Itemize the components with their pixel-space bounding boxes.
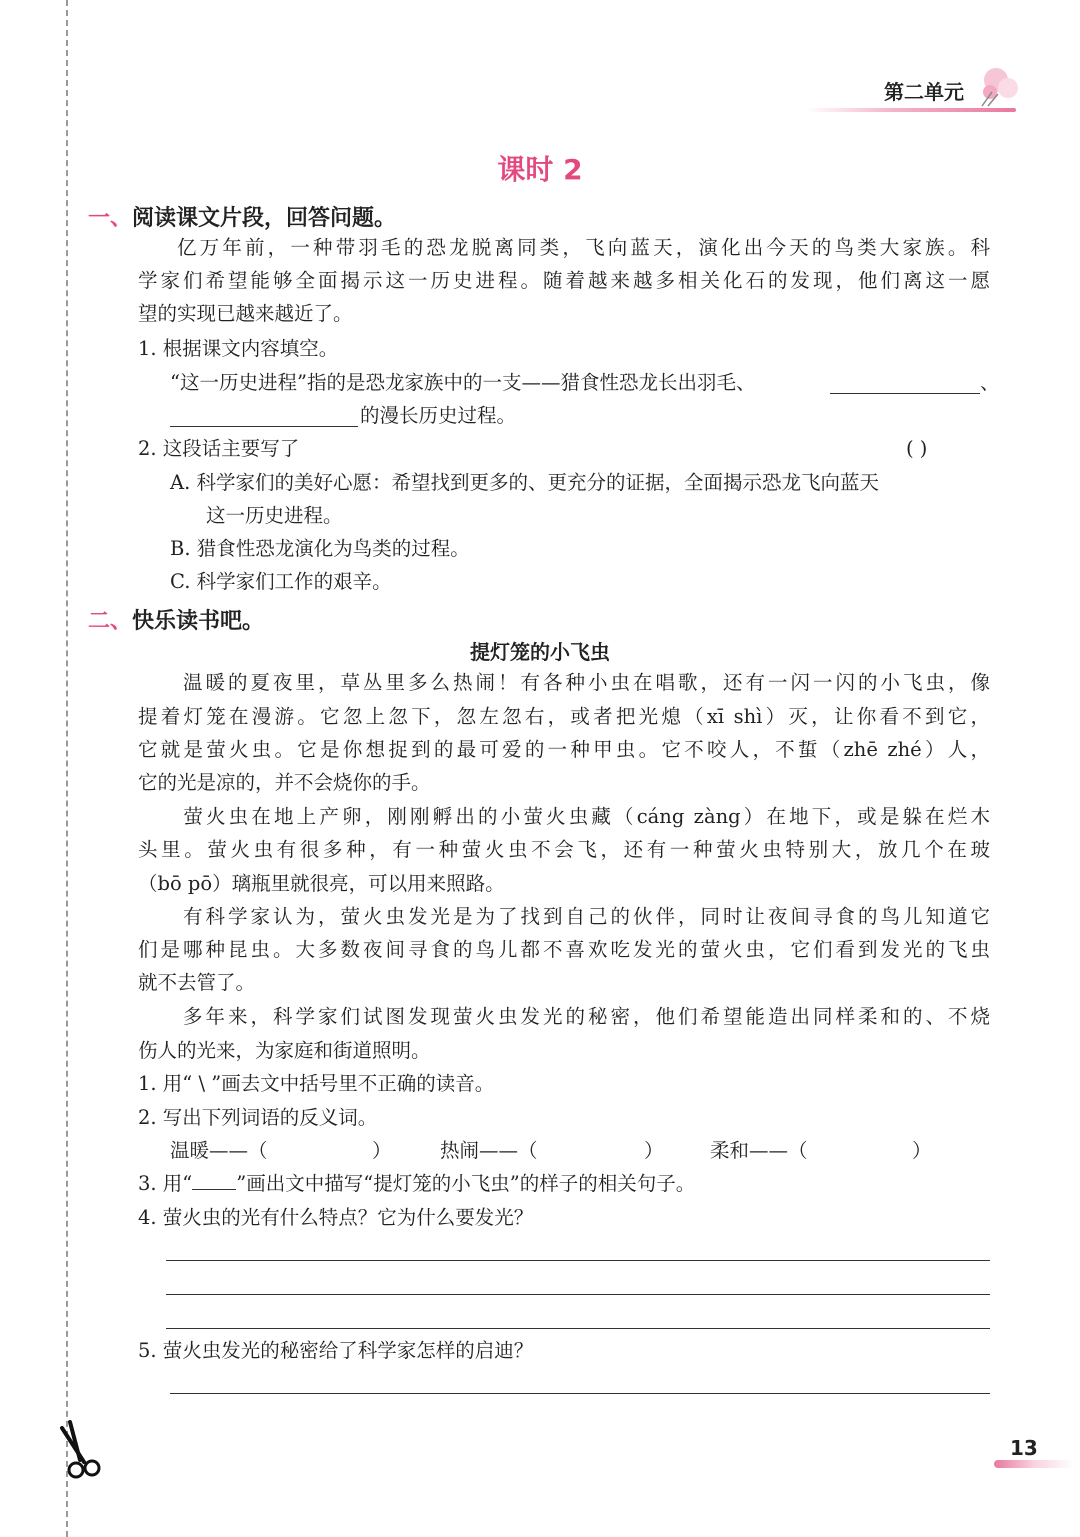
page-number: 13 [1010, 1436, 1038, 1460]
question-s2-4: 4. 萤火虫的光有什么特点？它为什么要发光？ [138, 1206, 534, 1229]
cut-line [66, 0, 68, 1537]
question-2-label: 2. 这段话主要写了 [138, 437, 300, 460]
story-line: 它的光是凉的，并不会烧你的手。 [138, 771, 431, 794]
flower-decoration-icon [976, 62, 1026, 108]
story-line: 萤火虫在地上产卵，刚刚孵出的小萤火虫藏（cáng zàng）在地下，或是躲在烂木 [138, 805, 990, 828]
unit-title: 第二单元 [884, 80, 964, 104]
story-line: 们是哪种昆虫。大多数夜间寻食的鸟儿都不喜欢吃发光的萤火虫，它们看到发光的飞虫 [138, 938, 990, 961]
question-s2-5: 5. 萤火虫发光的秘密给了科学家怎样的启迪？ [138, 1339, 534, 1362]
option-c: C. 科学家们工作的艰辛。 [170, 570, 392, 593]
underline-sample [192, 1189, 236, 1190]
section-1-heading [88, 201, 396, 232]
answer-line[interactable] [166, 1260, 990, 1261]
answer-line[interactable] [170, 1393, 990, 1394]
unit-underline [806, 108, 1016, 112]
fill-blank[interactable] [830, 393, 980, 394]
antonym-close: ） [372, 1139, 392, 1162]
story-line: 有科学家认为，萤火虫发光是为了找到自己的伙伴，同时让夜间寻食的鸟儿知道它 [138, 905, 990, 928]
option-a-cont: 这一历史进程。 [206, 504, 343, 527]
story-line: 头里。萤火虫有很多种，有一种萤火虫不会飞，还有一种萤火虫特别大，放几个在玻 [138, 838, 990, 861]
section-2-heading [88, 604, 264, 635]
question-1-label: 1. 根据课文内容填空。 [138, 337, 339, 360]
story-line: 它就是萤火虫。它是你想捉到的最可爱的一种甲虫。它不咬人，不蜇（zhē zhé）人， [138, 738, 990, 761]
answer-line[interactable] [166, 1328, 990, 1329]
question-1-text: “这一历史进程”指的是恐龙家族中的一支——猎食性恐龙长出羽毛、 [170, 371, 756, 394]
story-line: 提着灯笼在漫游。它忽上忽下，忽左忽右，或者把光熄（xī shì）灭，让你看不到它， [138, 705, 990, 728]
antonym-word: 热闹——（ [440, 1139, 538, 1162]
option-b: B. 猎食性恐龙演化为鸟类的过程。 [170, 537, 470, 560]
passage-line: 望的实现已越来越近了。 [138, 302, 353, 325]
answer-line[interactable] [166, 1294, 990, 1295]
story-line: 就不去管了。 [138, 971, 256, 994]
antonym-word: 柔和——（ [710, 1139, 808, 1162]
answer-paren[interactable]: ( ) [906, 437, 928, 460]
fill-blank[interactable] [170, 426, 358, 427]
story-line: 多年来，科学家们试图发现萤火虫发光的秘密，他们希望能造出同样柔和的、不烧 [138, 1005, 990, 1028]
story-line: 伤人的光来，为家庭和街道照明。 [138, 1039, 431, 1062]
question-1-sep: 、 [980, 371, 1000, 394]
story-line: 温暖的夏夜里，草丛里多么热闹！有各种小虫在唱歌，还有一闪一闪的小飞虫，像 [138, 671, 990, 694]
antonym-close: ） [644, 1139, 664, 1162]
option-a: A. 科学家们的美好心愿：希望找到更多的、更充分的证据，全面揭示恐龙飞向蓝天 [170, 471, 879, 494]
section-title: 快乐读书吧。 [132, 609, 265, 634]
scissors-icon [58, 1420, 104, 1480]
section-number: 二、 [88, 609, 133, 634]
section-number: 一、 [88, 206, 133, 231]
passage-line: 学家们希望能够全面揭示这一历史进程。随着越来越多相关化石的发现，他们离这一愿 [138, 269, 990, 292]
antonym-close: ） [912, 1139, 932, 1162]
story-line: （bō pō）璃瓶里就很亮，可以用来照路。 [138, 872, 505, 895]
section-title: 阅读课文片段，回答问题。 [132, 206, 397, 231]
lesson-title: 课时 2 [497, 153, 583, 186]
question-s2-2: 2. 写出下列词语的反义词。 [138, 1106, 378, 1129]
antonym-word: 温暖——（ [170, 1139, 268, 1162]
question-3-pre: 3. 用“ [138, 1172, 193, 1195]
question-s2-1: 1. 用“ \ ”画去文中括号里不正确的读音。 [138, 1072, 495, 1095]
passage-line: 亿万年前，一种带羽毛的恐龙脱离同类，飞向蓝天，演化出今天的鸟类大家族。科 [177, 236, 990, 259]
question-1-text-end: 的漫长历史过程。 [360, 404, 517, 427]
page-number-bar [994, 1460, 1074, 1468]
story-title: 提灯笼的小飞虫 [470, 640, 610, 664]
question-s2-3 [138, 1174, 695, 1194]
question-3-post: ”画出文中描写“提灯笼的小飞虫”的样子的相关句子。 [236, 1172, 696, 1195]
